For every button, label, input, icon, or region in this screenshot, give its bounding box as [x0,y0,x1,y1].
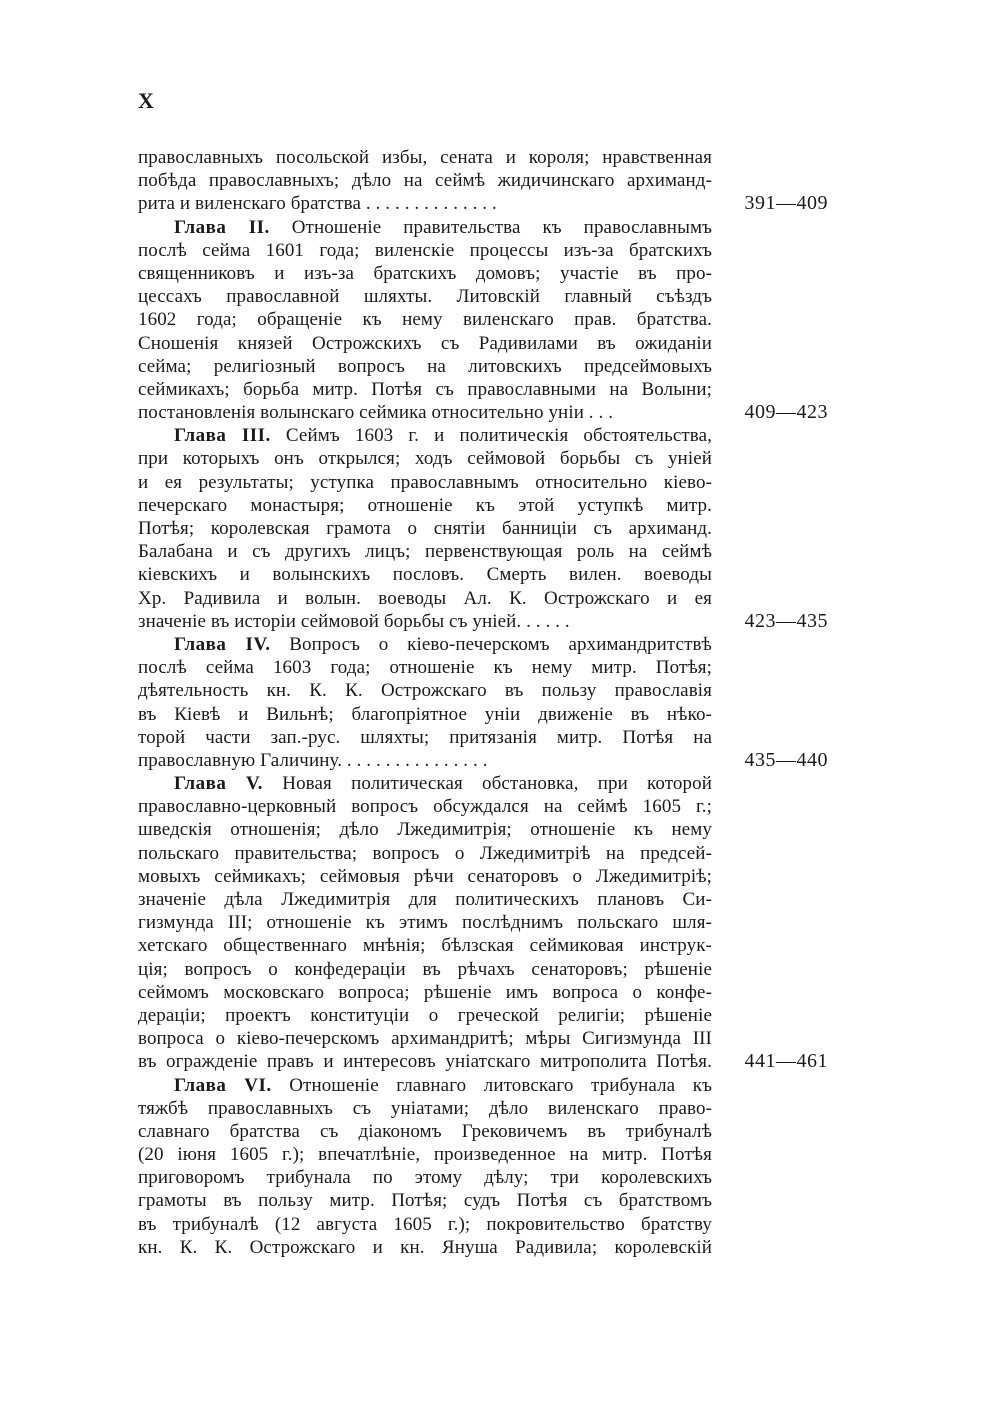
toc-line [138,216,712,239]
toc-line: священниковъ и изъ-за братскихъ домовъ; участіе въ про- [138,262,712,284]
toc-entry [138,424,828,633]
toc-line-text: Сеймъ 1603 г. и политическія обстоятельства, [285,425,712,447]
toc-line: приговоромъ трибунала по этому дѣлу; три королевскихъ [138,1167,712,1189]
toc-line: дѣятельность кн. К. К. Острожскаго въ пользу православія [138,680,712,702]
toc-line: сейма; религіозный вопросъ на литовскихъ предсеймовыхъ [138,355,712,377]
toc-line: польскаго правительства; вопросъ о Лжедимитріѣ на предсей- [138,842,712,864]
toc-line: грамоты въ пользу митр. Потѣя; судъ Потѣя съ братствомъ [138,1190,712,1212]
toc-line: славнаго братства съ діакономъ Грековичемъ въ трибуналѣ [138,1120,712,1142]
toc-line: кіевскихъ и волынскихъ пословъ. Смерть вилен. воеводы [138,564,712,586]
toc-line-text: Отношеніе главнаго литовскаго трибунала къ [289,1074,713,1096]
table-of-contents [138,146,828,1259]
chapter-heading: Глава IV. [174,633,271,655]
toc-line: (20 іюня 1605 г.); впечатлѣніе, произведенное на митр. Потѣя [138,1144,712,1166]
toc-line-text: Отношеніе правительства къ православнымъ [291,216,712,238]
toc-line: цессахъ православной шляхты. Литовскій главный съѣздъ [138,286,712,308]
toc-line: значеніе въ исторіи сеймовой борьбы съ уніей. . . . . . [138,610,570,632]
toc-line: сеймомъ московскаго вопроса; рѣшеніе имъ вопроса о конфе- [138,981,712,1003]
toc-line: торой части зап.-рус. шляхты; притязанія митр. Потѣя на [138,726,712,748]
toc-line: хетскаго общественнаго мнѣнія; бѣлзская сеймиковая инструк- [138,935,712,957]
chapter-heading: Глава III. [174,425,271,447]
page-range: 435—440 [744,748,828,771]
toc-line: тяжбѣ православныхъ съ уніатами; дѣло виленскаго право- [138,1097,712,1119]
chapter-heading: Глава VI. [174,1074,272,1096]
toc-line: Сношенія князей Острожскихъ съ Радивилами въ ожиданіи [138,332,712,354]
toc-line-text: Новая политическая обстановка, при которой [282,773,712,795]
toc-entry [138,1074,828,1260]
toc-line: при которыхъ онъ открылся; ходъ сеймовой борьбы съ уніей [138,448,712,470]
chapter-heading: Глава II. [174,216,270,238]
toc-line: 1602 года; обращеніе къ нему виленскаго прав. братства. [138,309,712,331]
toc-entry [138,216,828,425]
toc-line: побѣда православныхъ; дѣло на сеймѣ жидичинскаго архиманд- [138,170,712,192]
toc-line: вопроса о кіево-печерскомъ архимандритѣ; мѣры Сигизмунда III [138,1028,712,1050]
toc-line: мовыхъ сеймикахъ; сеймовыя рѣчи сенаторовъ о Лжедимитріѣ; [138,865,712,887]
toc-line: рита и виленскаго братства . . . . . . . . . . . . . . [138,193,497,215]
toc-line: кн. К. К. Острожскаго и кн. Януша Радивила; королевскій [138,1236,712,1258]
toc-line [138,633,712,656]
toc-entry [138,146,828,216]
toc-line: печерскаго монастыря; отношеніе къ этой уступкѣ митр. [138,494,712,516]
chapter-heading: Глава V. [174,773,264,795]
toc-entry [138,772,828,1073]
toc-entry [138,633,828,772]
page-range: 391—409 [744,192,828,215]
toc-line: шведскія отношенія; дѣло Лжедимитрія; отношеніе къ нему [138,819,712,841]
toc-line: Хр. Радивила и волын. воеводы Ал. К. Острожскаго и ея [138,587,712,609]
toc-line: послѣ сейма 1601 года; виленскіе процессы изъ-за братскихъ [138,239,712,261]
toc-line [138,424,712,447]
page-range: 409—423 [744,401,828,424]
toc-line: православную Галичину. . . . . . . . . . . . . . . . [138,749,488,771]
toc-line: дераціи; проектъ конституціи о греческой религіи; рѣшеніе [138,1004,712,1026]
page-range: 441—461 [744,1050,828,1073]
toc-line: православныхъ посольской избы, сената и короля; нравственная [138,147,712,168]
toc-line: ція; вопросъ о конфедераціи въ рѣчахъ сенаторовъ; рѣшеніе [138,958,712,980]
toc-line: и ея результаты; уступка православнымъ относительно кіево- [138,471,712,493]
toc-line: въ Кіевѣ и Вильнѣ; благопріятное уніи движеніе въ нѣко- [138,703,712,725]
toc-line: въ огражденіе правъ и интересовъ уніатскаго митрополита Потѣя. [138,1051,712,1073]
toc-line: Балабана и съ другихъ лицъ; первенствующая роль на сеймѣ [138,541,712,563]
page-range: 423—435 [744,609,828,632]
toc-line [138,1074,712,1097]
toc-line: гизмунда III; отношеніе къ этимъ послѣднимъ польскаго шля- [138,912,712,934]
page-number: X [138,88,155,113]
toc-line: значеніе дѣла Лжедимитрія для политическихъ плановъ Си- [138,889,712,910]
toc-line: православно-церковный вопросъ обсуждался на сеймѣ 1605 г.; [138,796,712,818]
toc-line: Потѣя; королевская грамота о снятіи банниціи съ архиманд. [138,518,712,539]
toc-line: въ трибуналѣ (12 августа 1605 г.); покровительство братству [138,1213,712,1235]
toc-line: послѣ сейма 1603 года; отношеніе къ нему митр. Потѣя; [138,657,712,679]
toc-line [138,772,712,795]
toc-line: сеймикахъ; борьба митр. Потѣя съ православными на Волыни; [138,378,712,400]
toc-line: постановленія волынскаго сеймика относительно уніи . . . [138,402,614,424]
toc-line-text: Вопросъ о кіево-печерскомъ архимандритствѣ [289,633,712,655]
